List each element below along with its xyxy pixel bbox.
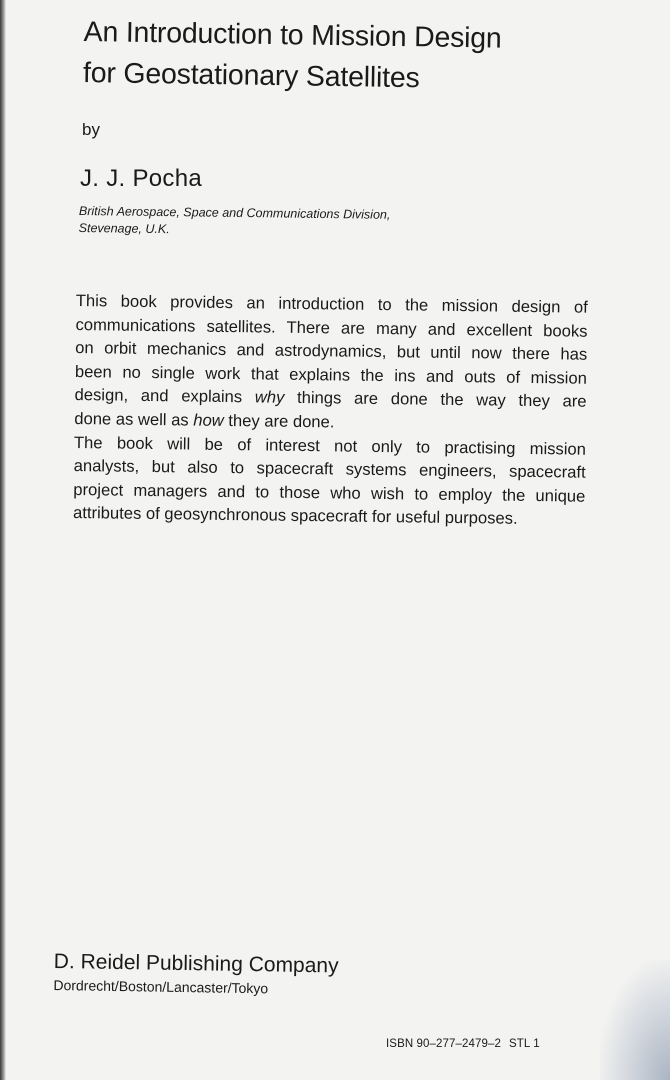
paragraph-2-line-2: analysts, but also to spacecraft systems engineers, spacecraft: [73, 456, 586, 482]
paragraph-1-line-3: on orbit mechanics and astrodynamics, but until now there has: [75, 338, 588, 364]
paragraph-2-line-4: attributes of geosynchronous spacecraft for useful purposes.: [72, 503, 518, 529]
emphasis-how: how: [193, 410, 224, 430]
page-corner-wear: [600, 960, 670, 1080]
affiliation-line-2: Stevenage, U.K.: [78, 220, 170, 237]
book-description: [73, 289, 588, 532]
series-code: STL 1: [508, 1038, 540, 1050]
page-binding-edge: [0, 0, 6, 1080]
description-paragraph-1: [74, 289, 588, 437]
affiliation-line-1: British Aerospace, Space and Communications Division,: [78, 203, 391, 222]
paragraph-1-line-4: been no single work that explains the ins and outs of mission: [74, 361, 588, 388]
book-title-line-2: for Geostationary Satellites: [82, 56, 420, 95]
paragraph-1-line-1: This book provides an introduction to the mission design of: [75, 290, 588, 317]
publisher-cities: Dordrecht/Boston/Lancaster/Tokyo: [53, 976, 269, 997]
paragraph-1-line-6-start: done as well as: [74, 408, 194, 430]
by-label: by: [82, 120, 100, 139]
publisher-name: D. Reidel Publishing Company: [53, 949, 339, 978]
description-paragraph-2: [73, 431, 586, 532]
author-affiliation: [79, 203, 479, 242]
book-title-line-1: An Introduction to Mission Design: [83, 15, 502, 55]
publisher-block: [53, 948, 414, 1000]
paragraph-2-line-1: The book will be of interest not only to practising mission: [73, 432, 587, 459]
paragraph-1-line-2: communications satellites. There are many and excellent books: [75, 314, 588, 341]
emphasis-why: why: [254, 387, 285, 408]
author-name: J. J. Pocha: [80, 165, 203, 192]
paragraph-2-line-3: project managers and to those who wish to employ the unique: [73, 479, 586, 506]
isbn-number: ISBN 90–277–2479–2: [386, 1038, 501, 1050]
paragraph-1-line-6-end: they are done.: [223, 410, 335, 432]
isbn-line: [386, 1038, 540, 1050]
paragraph-1-line-5-end: things are done the way they are: [284, 388, 587, 412]
book-title: [83, 12, 644, 103]
paragraph-1-line-5-start: design, and explains: [74, 385, 255, 407]
